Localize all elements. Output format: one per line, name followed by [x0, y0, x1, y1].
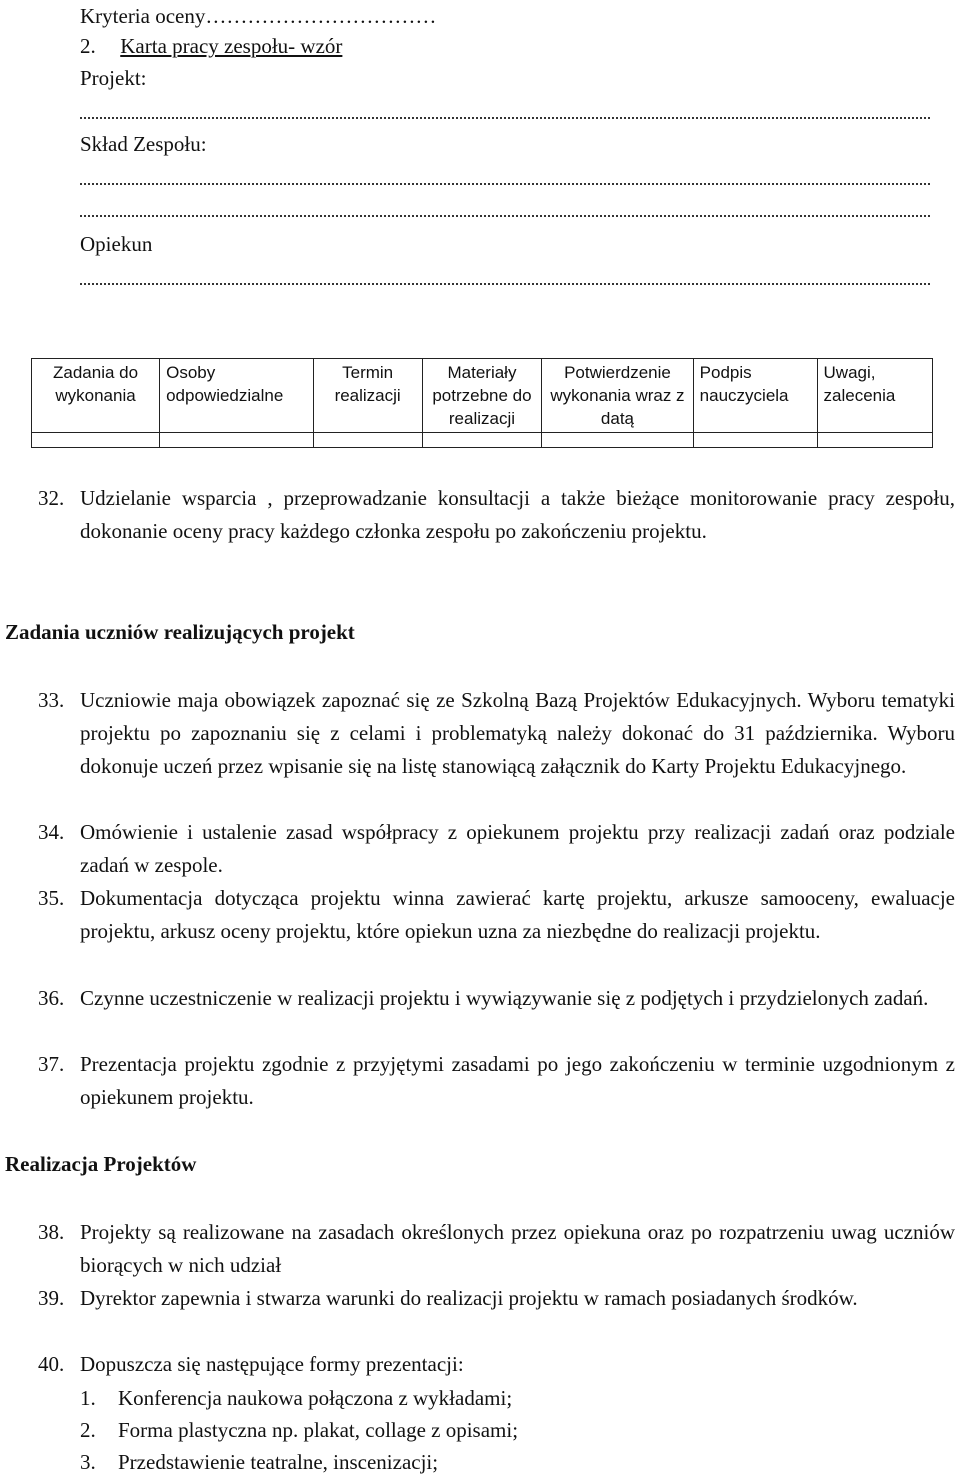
list-item-38 [38, 1216, 955, 1282]
list-item-35 [38, 882, 955, 948]
list-item-32 [38, 482, 955, 548]
table-cell[interactable] [693, 433, 817, 448]
list-item-34 [38, 816, 955, 882]
list-item-36 [38, 982, 955, 1015]
item-text: Projekty są realizowane na zasadach określonych przez opiekuna oraz po rozpatrzeniu uwag uczniów biorących w nich udział [80, 1220, 955, 1277]
form-number: 3. [80, 1450, 96, 1474]
form-number: 2. [80, 1418, 96, 1442]
sklad-dotted-line-1 [80, 183, 930, 185]
form-list-item-2 [80, 1414, 518, 1447]
item-text: Czynne uczestniczenie w realizacji projektu i wywiązywanie się z podjętych i przydzielonych zadań. [80, 986, 929, 1010]
header-cell-materials: Materiały potrzebne do realizacji [422, 359, 542, 433]
item-number: 33. [38, 688, 65, 712]
table-cell[interactable] [817, 433, 932, 448]
karta-number: 2. [80, 34, 96, 58]
form-text: Konferencja naukowa połączona z wykładami; [118, 1386, 513, 1410]
item-number: 40. [38, 1352, 65, 1376]
item-text: Prezentacja projektu zgodnie z przyjętymi zasadami po jego zakończeniu w terminie uzgodnionym z opiekunem projektu. [80, 1052, 955, 1109]
item-number: 34. [38, 820, 65, 844]
projekt-label: Projekt: [80, 66, 147, 90]
header-cell-persons: Osoby odpowiedzialne [160, 359, 314, 433]
sklad-zespolu-label: Skład Zespołu: [80, 132, 207, 156]
section-heading-project-realization: Realizacja Projektów [5, 1152, 197, 1176]
list-item-33 [38, 684, 955, 783]
team-work-card-table [31, 358, 933, 448]
item-text: Omówienie i ustalenie zasad współpracy z opiekunem projektu przy realizacji zadań oraz podziale zadań w zespole. [80, 820, 955, 877]
form-text: Przedstawienie teatralne, inscenizacji; [118, 1450, 439, 1474]
table-cell[interactable] [422, 433, 542, 448]
header-cell-teacher-signature: Podpis nauczyciela [693, 359, 817, 433]
list-item-37 [38, 1048, 955, 1114]
section-heading-student-tasks: Zadania uczniów realizujących projekt [5, 620, 355, 644]
table-header-row [32, 359, 933, 433]
opiekun-dotted-line [80, 283, 930, 285]
list-item-40 [38, 1348, 955, 1381]
table-cell[interactable] [160, 433, 314, 448]
header-cell-deadline: Termin realizacji [313, 359, 422, 433]
header-cell-confirmation: Potwierdzenie wykonania wraz z datą [542, 359, 693, 433]
form-list-item-3 [80, 1446, 438, 1479]
item-text: Dokumentacja dotycząca projektu winna zawierać kartę projektu, arkusze samooceny, ewaluacje projektu, arkusz oceny projektu, które opiekun uzna za niezbędne do realizacji projektu. [80, 886, 955, 943]
item-text: Uczniowie maja obowiązek zapoznać się ze Szkolną Bazą Projektów Edukacyjnych. Wyboru tematyki projektu po zapoznaniu się z celami i problematyką należy dokonać do 31 października. Wyboru dokonuje uczeń przez wpisanie się na listę stanowiącą załącznik do Karty Projektu Edukacyjnego. [80, 688, 955, 778]
opiekun-label: Opiekun [80, 232, 153, 256]
kryteria-oceny-line: Kryteria oceny…………………………… [80, 4, 437, 28]
table-cell[interactable] [542, 433, 693, 448]
header-cell-remarks: Uwagi, zalecenia [817, 359, 932, 433]
item-number: 39. [38, 1286, 65, 1310]
form-number: 1. [80, 1386, 96, 1410]
form-text: Forma plastyczna np. plakat, collage z opisami; [118, 1418, 519, 1442]
item-number: 32. [38, 486, 65, 510]
table-cell[interactable] [32, 433, 160, 448]
item-number: 37. [38, 1052, 65, 1076]
table-cell[interactable] [313, 433, 422, 448]
sklad-dotted-line-2 [80, 215, 930, 217]
header-cell-tasks: Zadania do wykonania [32, 359, 160, 433]
item-number: 36. [38, 986, 65, 1010]
karta-pracy-heading [80, 33, 342, 59]
item-number: 35. [38, 886, 65, 910]
item-number: 38. [38, 1220, 65, 1244]
list-item-39 [38, 1282, 955, 1315]
table-empty-row [32, 433, 933, 448]
form-list-item-1 [80, 1382, 512, 1415]
karta-title: Karta pracy zespołu- wzór [120, 34, 343, 58]
item-text: Udzielanie wsparcia , przeprowadzanie konsultacji a także bieżące monitorowanie pracy zespołu, dokonanie oceny pracy każdego członka zespołu po zakończeniu projektu. [80, 486, 955, 543]
item-text: Dopuszcza się następujące formy prezentacji: [80, 1352, 464, 1376]
item-text: Dyrektor zapewnia i stwarza warunki do realizacji projektu w ramach posiadanych środków. [80, 1286, 858, 1310]
projekt-dotted-line [80, 117, 930, 119]
